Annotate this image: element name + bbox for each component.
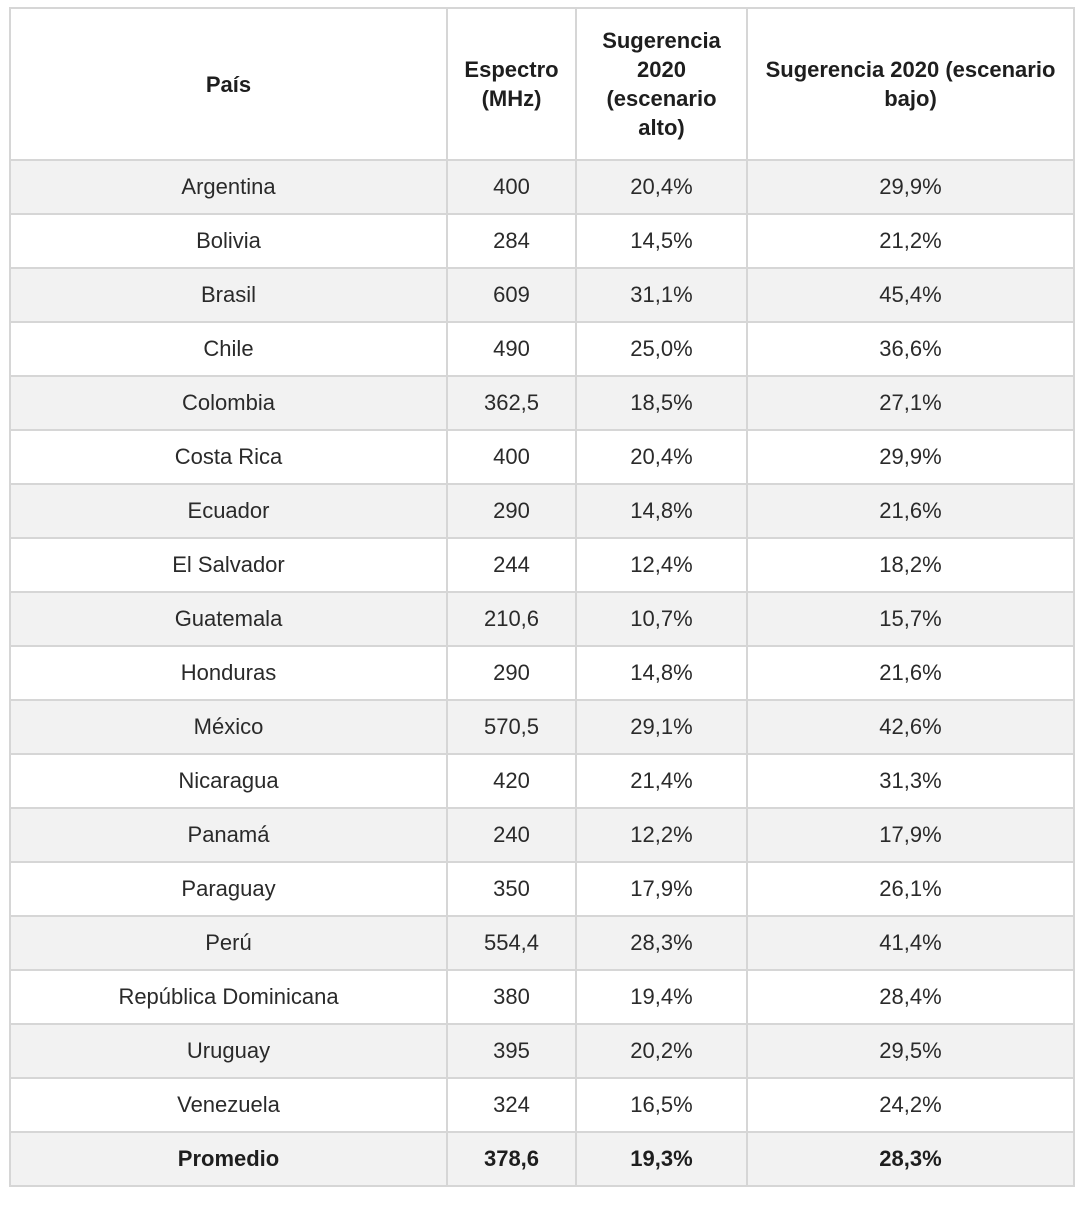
table-row: [10, 214, 1074, 268]
cell-country: México: [10, 700, 447, 754]
cell-suggestion-high: 29,1%: [576, 700, 747, 754]
cell-country: Uruguay: [10, 1024, 447, 1078]
cell-country: Colombia: [10, 376, 447, 430]
cell-suggestion-high: 12,4%: [576, 538, 747, 592]
table-row: [10, 376, 1074, 430]
cell-suggestion-high: 28,3%: [576, 916, 747, 970]
cell-suggestion-low: 21,6%: [747, 646, 1074, 700]
cell-country: El Salvador: [10, 538, 447, 592]
cell-suggestion-high: 20,2%: [576, 1024, 747, 1078]
average-label: Promedio: [10, 1132, 447, 1186]
cell-suggestion-low: 36,6%: [747, 322, 1074, 376]
cell-suggestion-low: 29,9%: [747, 160, 1074, 214]
spectrum-table: [9, 7, 1075, 1187]
cell-spectrum: 570,5: [447, 700, 576, 754]
table-row: [10, 970, 1074, 1024]
cell-spectrum: 609: [447, 268, 576, 322]
table-row: [10, 754, 1074, 808]
cell-spectrum: 324: [447, 1078, 576, 1132]
cell-spectrum: 420: [447, 754, 576, 808]
header-spectrum: Espectro (MHz): [447, 8, 576, 160]
cell-country: Honduras: [10, 646, 447, 700]
cell-spectrum: 290: [447, 484, 576, 538]
cell-suggestion-low: 18,2%: [747, 538, 1074, 592]
cell-suggestion-high: 10,7%: [576, 592, 747, 646]
cell-country: República Dominicana: [10, 970, 447, 1024]
cell-country: Panamá: [10, 808, 447, 862]
table-footer: [10, 1132, 1074, 1186]
cell-spectrum: 210,6: [447, 592, 576, 646]
table-row: [10, 538, 1074, 592]
table-row: [10, 160, 1074, 214]
cell-country: Argentina: [10, 160, 447, 214]
cell-suggestion-low: 29,9%: [747, 430, 1074, 484]
header-row: [10, 8, 1074, 160]
cell-suggestion-low: 28,4%: [747, 970, 1074, 1024]
average-spectrum: 378,6: [447, 1132, 576, 1186]
cell-suggestion-low: 24,2%: [747, 1078, 1074, 1132]
cell-spectrum: 400: [447, 160, 576, 214]
cell-country: Costa Rica: [10, 430, 447, 484]
table-row: [10, 916, 1074, 970]
cell-suggestion-high: 20,4%: [576, 430, 747, 484]
cell-spectrum: 244: [447, 538, 576, 592]
cell-suggestion-high: 31,1%: [576, 268, 747, 322]
cell-suggestion-low: 27,1%: [747, 376, 1074, 430]
cell-suggestion-low: 41,4%: [747, 916, 1074, 970]
cell-suggestion-high: 14,8%: [576, 646, 747, 700]
cell-country: Bolivia: [10, 214, 447, 268]
cell-suggestion-high: 14,8%: [576, 484, 747, 538]
cell-spectrum: 400: [447, 430, 576, 484]
cell-country: Venezuela: [10, 1078, 447, 1132]
average-row: [10, 1132, 1074, 1186]
cell-suggestion-low: 21,2%: [747, 214, 1074, 268]
cell-suggestion-high: 17,9%: [576, 862, 747, 916]
table-row: [10, 646, 1074, 700]
table-container: [9, 7, 1073, 1187]
cell-country: Nicaragua: [10, 754, 447, 808]
cell-suggestion-low: 15,7%: [747, 592, 1074, 646]
cell-spectrum: 554,4: [447, 916, 576, 970]
table-row: [10, 808, 1074, 862]
cell-spectrum: 362,5: [447, 376, 576, 430]
cell-suggestion-high: 25,0%: [576, 322, 747, 376]
cell-suggestion-high: 12,2%: [576, 808, 747, 862]
cell-suggestion-high: 19,4%: [576, 970, 747, 1024]
header-suggestion-low: Sugerencia 2020 (escenario bajo): [747, 8, 1074, 160]
cell-country: Guatemala: [10, 592, 447, 646]
table-body: [10, 160, 1074, 1132]
average-suggestion-low: 28,3%: [747, 1132, 1074, 1186]
table-row: [10, 700, 1074, 754]
header-suggestion-high: Sugerencia 2020 (escenario alto): [576, 8, 747, 160]
table-header: [10, 8, 1074, 160]
cell-spectrum: 380: [447, 970, 576, 1024]
cell-country: Perú: [10, 916, 447, 970]
average-suggestion-high: 19,3%: [576, 1132, 747, 1186]
cell-country: Paraguay: [10, 862, 447, 916]
cell-country: Ecuador: [10, 484, 447, 538]
cell-suggestion-high: 14,5%: [576, 214, 747, 268]
cell-suggestion-low: 42,6%: [747, 700, 1074, 754]
table-row: [10, 430, 1074, 484]
cell-spectrum: 395: [447, 1024, 576, 1078]
cell-country: Chile: [10, 322, 447, 376]
cell-suggestion-high: 18,5%: [576, 376, 747, 430]
cell-suggestion-high: 16,5%: [576, 1078, 747, 1132]
table-row: [10, 322, 1074, 376]
cell-suggestion-low: 45,4%: [747, 268, 1074, 322]
cell-spectrum: 284: [447, 214, 576, 268]
cell-suggestion-low: 26,1%: [747, 862, 1074, 916]
table-row: [10, 484, 1074, 538]
cell-suggestion-low: 17,9%: [747, 808, 1074, 862]
header-country: País: [10, 8, 447, 160]
cell-suggestion-low: 21,6%: [747, 484, 1074, 538]
cell-spectrum: 290: [447, 646, 576, 700]
cell-suggestion-low: 29,5%: [747, 1024, 1074, 1078]
cell-suggestion-high: 21,4%: [576, 754, 747, 808]
cell-spectrum: 240: [447, 808, 576, 862]
cell-spectrum: 350: [447, 862, 576, 916]
cell-country: Brasil: [10, 268, 447, 322]
cell-suggestion-high: 20,4%: [576, 160, 747, 214]
cell-spectrum: 490: [447, 322, 576, 376]
table-row: [10, 862, 1074, 916]
table-row: [10, 592, 1074, 646]
table-row: [10, 1024, 1074, 1078]
table-row: [10, 1078, 1074, 1132]
table-row: [10, 268, 1074, 322]
cell-suggestion-low: 31,3%: [747, 754, 1074, 808]
